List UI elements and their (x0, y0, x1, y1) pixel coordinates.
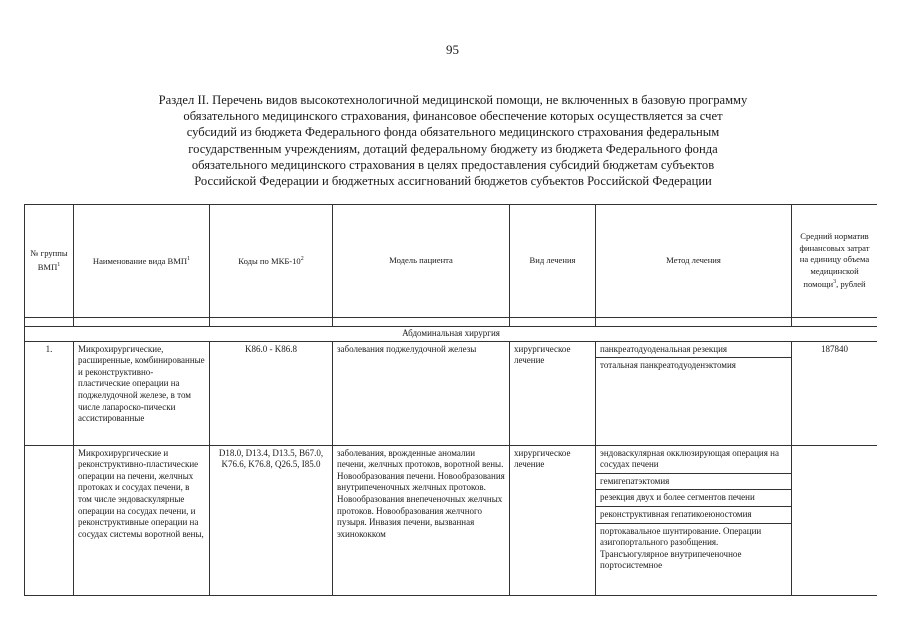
method-item: портокавальное шунтирование. Операции азигопортального разобщения. Трансъюгулярное внутрипеченочное портосистемное (600, 525, 762, 571)
section-row (25, 327, 878, 342)
header-group: № группы ВМП$^1$ (25, 205, 74, 318)
vmp-table-container (24, 204, 877, 600)
row-codes: D18.0, D13.4, D13.5, B67.0, K76.6, K76.8, Q26.5, I85.0 (210, 445, 333, 595)
heading-line: Раздел II. Перечень видов высокотехнологичной медицинской помощи, не включенных в базовую программу (158, 93, 748, 107)
table-spacer-row (25, 318, 878, 327)
page-number: 95 (446, 42, 459, 57)
row-codes: K86.0 - K86.8 (210, 341, 333, 445)
row-methods (596, 445, 792, 595)
section-heading (78, 92, 828, 189)
heading-line: обязательного медицинского страхования, финансовое обеспечение которых осуществляется за счет (183, 109, 723, 124)
heading-line: Российской Федерации и бюджетных ассигнований бюджетов субъектов Российской Федерации (194, 174, 712, 189)
row-group (25, 445, 74, 595)
header-treatment: Вид лечения (510, 205, 596, 318)
header-patient: Модель пациента (333, 205, 510, 318)
heading-line: обязательного медицинского страхования в целях предоставления субсидий бюджетам субъектов (191, 157, 715, 172)
row-name: Микрохирургические и реконструктивно-пластические операции на печени, желчных протоках и сосудах печени, в том числе эндоваскулярные операции на сосудах печени, и реконструктивные операции на сосудах системы воротной вены, (74, 445, 210, 595)
method-item: гемигепатэктомия (596, 474, 791, 491)
row-name: Микрохирургические, расширенные, комбинированные и реконструктивно-пластические операции на поджелудочной железе, в том числе лапароско-пически ассистированные (74, 341, 210, 445)
vmp-table (24, 204, 877, 596)
header-cost: Средний норматив финансовых затрат на единицу объема медицинской помощи$^3$, рублей (792, 205, 878, 318)
table-row (25, 445, 878, 595)
heading-line: субсидий из бюджета Федерального фонда обязательного медицинского страхования федеральным (186, 125, 720, 140)
row-treatment: хирургическое лечение (510, 445, 596, 595)
row-cost (792, 445, 878, 595)
method-item: тотальная панкреатодуоденэктомия (600, 360, 736, 371)
header-name: Наименование вида ВМП$^1$ (74, 205, 210, 318)
section-title: Абдоминальная хирургия (25, 327, 878, 342)
heading-line: государственным учреждениям, дотаций федеральному бюджету из бюджета Федерального фонда (188, 141, 718, 156)
row-methods (596, 341, 792, 445)
method-item: резекция двух и более сегментов печени (596, 490, 791, 507)
method-item: панкреатодуоденальная резекция (596, 342, 791, 359)
row-treatment: хирургическое лечение (510, 341, 596, 445)
row-patient: заболевания, врожденные аномалии печени, желчных протоков, воротной вены. Новообразования печени. Новообразования внутрипеченочных желчных протоков. Новообразования внепеченочных желчных протоков. Новообразования желчного пузыря. Инвазия печени, вызванная эхинококком (333, 445, 510, 595)
method-item: эндоваскулярная окклюзирующая операция на сосудах печени (596, 446, 791, 474)
row-cost: 187840 (792, 341, 878, 445)
row-patient: заболевания поджелудочной железы (333, 341, 510, 445)
table-row (25, 341, 878, 445)
table-header-row (25, 205, 878, 318)
row-group: 1. (25, 341, 74, 445)
header-codes: Коды по МКБ-$10^2$ (210, 205, 333, 318)
header-method: Метод лечения (596, 205, 792, 318)
method-item: реконструктивная гепатикоеюностомия (596, 507, 791, 524)
